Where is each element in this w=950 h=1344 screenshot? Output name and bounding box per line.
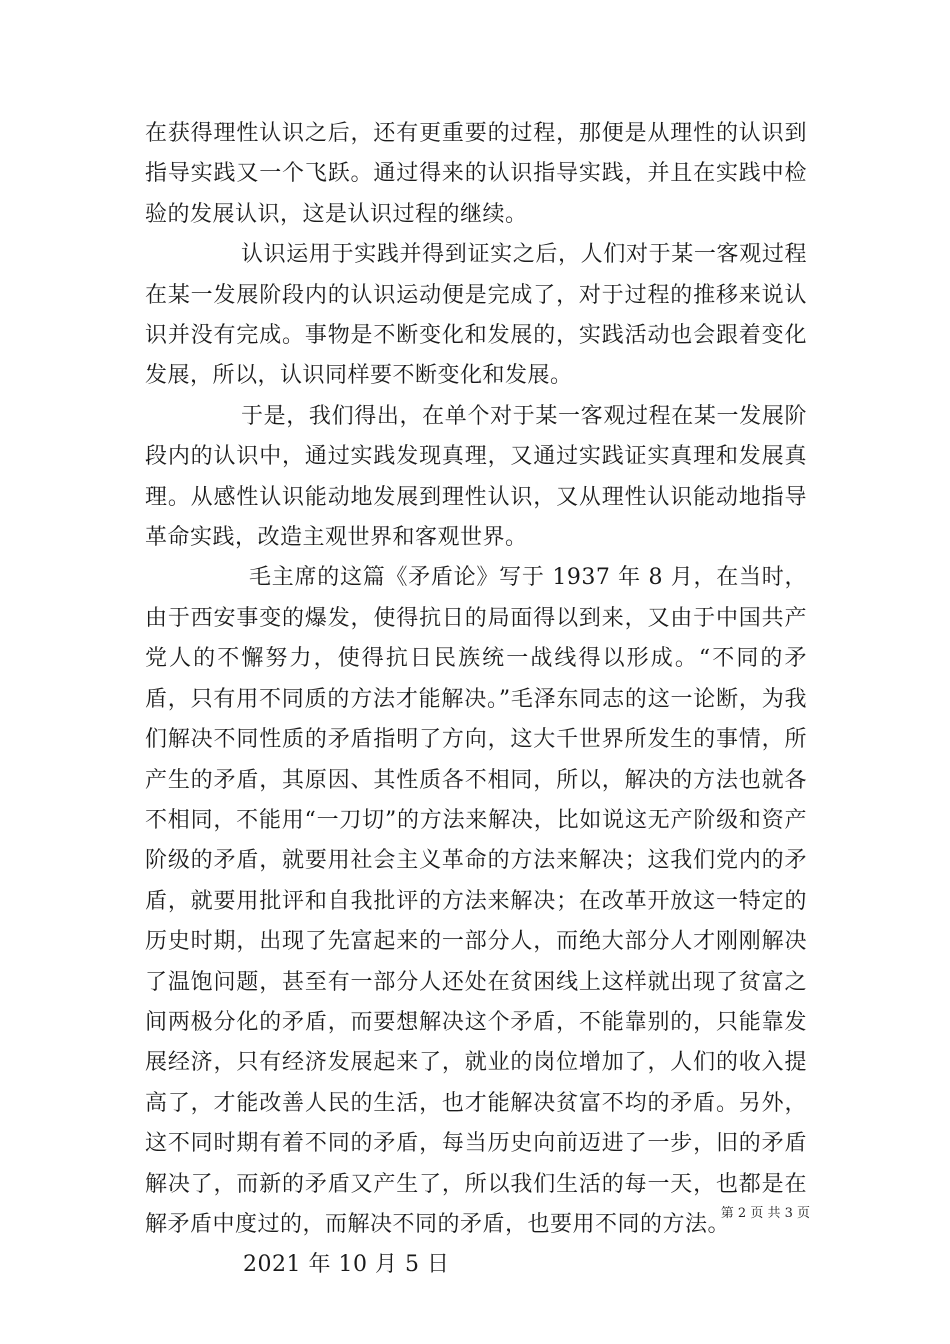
document-date: 2021 年 10 月 5 日 (243, 1252, 450, 1278)
page-number-footer: 第 2 页 共 3 页 (720, 1206, 810, 1221)
paragraph-cognition-incomplete: 认识运用于实践并得到证实之后，人们对于某一客观过程在某一发展阶段内的认识运动便是完成了，对于过程的推移来说认识并没有完成。事物是不断变化和发展的，实践活动也会跟着变化发展，所以，认识同样要不断变化和发展。 (145, 242, 807, 389)
paragraph-conclusion-truth: 于是，我们得出，在单个对于某一客观过程在某一发展阶段内的认识中，通过实践发现真理，又通过实践证实真理和发展真理。从感性认识能动地发展到理性认识，又从理性认识能动地指导革命实践，改造主观世界和客观世界。 (145, 403, 807, 551)
paragraph-practice-leap: 在获得理性认识之后，还有更重要的过程，那便是从理性的认识到指导实践又一个飞跃。通过得来的认识指导实践，并且在实践中检验的发展认识，这是认识过程的继续。 (145, 121, 807, 227)
document-body (145, 114, 807, 1286)
paragraph-on-contradiction: 毛主席的这篇《矛盾论》写于 1937 年 8 月，在当时，由于西安事变的爆发，使得抗日的局面得以到来，又由于中国共产党人的不懈努力，使得抗日民族统一战线得以形成。“不同的矛盾，只有用不同质的方法才能解决。”毛泽东同志的这一论断，为我们解决不同性质的矛盾指明了方向，这大千世界所发生的事情，所产生的矛盾，其原因、其性质各不相同，所以，解决的方法也就各不相同，不能用“一刀切”的方法来解决，比如说这无产阶级和资产阶级的矛盾，就要用社会主义革命的方法来解决；这我们党内的矛盾，就要用批评和自我批评的方法来解决；在改革开放这一特定的历史时期，出现了先富起来的一部分人，而绝大部分人才刚刚解决了温饱问题，甚至有一部分人还处在贫困线上这样就出现了贫富之间两极分化的矛盾，而要想解决这个矛盾，不能靠别的，只能靠发展经济，只有经济发展起来了，就业的岗位增加了，人们的收入提高了，才能改善人民的生活，也才能解决贫富不均的矛盾。另外，这不同时期有着不同的矛盾，每当历史向前迈进了一步，旧的矛盾解决了，而新的矛盾又产生了，所以我们生活的每一天，也都是在解矛盾中度过的，而解决不同的矛盾，也要用不同的方法。 (145, 565, 807, 1237)
